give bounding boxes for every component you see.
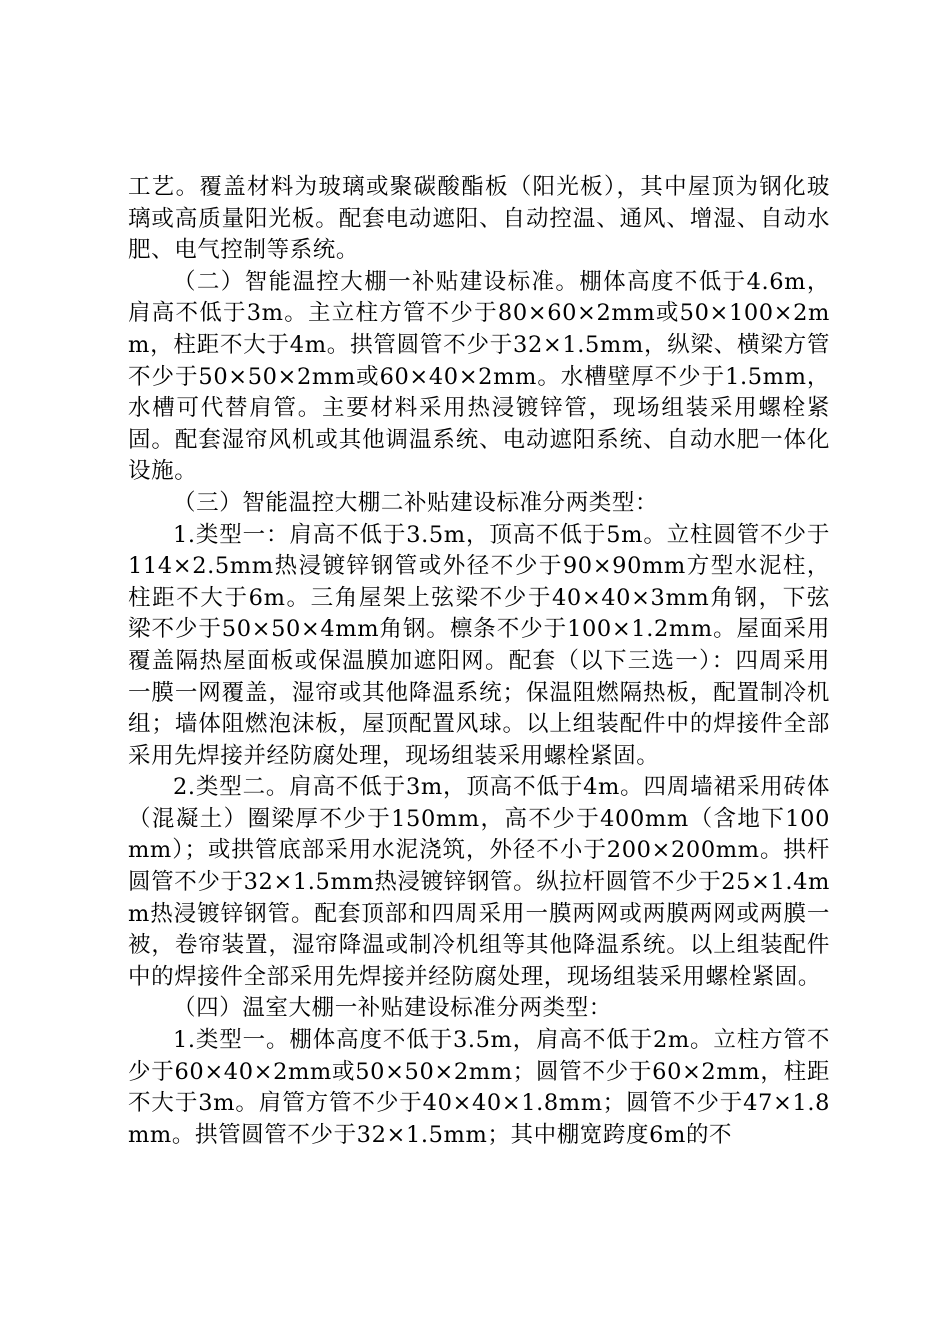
- document-body: [128, 172, 830, 1151]
- paragraph-section-3-type-1: 1.类型一：肩高不低于3.5m，顶高不低于5m。立柱圆管不少于114×2.5mm热浸镀锌钢管或外径不少于90×90mm方型水泥柱，柱距不大于6m。三角屋架上弦梁不少于40×40×3mm角钢，下弦梁不少于50×50×4mm角钢。檩条不少于100×1.2mm。屋面采用覆盖隔热屋面板或保温膜加遮阳网。配套（以下三选一）：四周采用一膜一网覆盖，湿帘或其他降温系统；保温阻燃隔热板，配置制冷机组；墙体阻燃泡沫板，屋顶配置风球。以上组装配件中的焊接件全部采用先焊接并经防腐处理，现场组装采用螺栓紧固。: [128, 521, 830, 769]
- paragraph-section-4-heading: （四）温室大棚一补贴建设标准分两类型：: [173, 995, 612, 1022]
- paragraph-continuation: 工艺。覆盖材料为玻璃或聚碳酸酯板（阳光板），其中屋顶为钢化玻璃或高质量阳光板。配套电动遮阳、自动控温、通风、增湿、自动水肥、电气控制等系统。: [128, 174, 830, 264]
- paragraph-section-4-type-1: 1.类型一。棚体高度不低于3.5m，肩高不低于2m。立柱方管不少于60×40×2mm或50×50×2mm；圆管不少于60×2mm，柱距不大于3m。肩管方管不少于40×40×1.8mm；圆管不少于47×1.8mm。拱管圆管不少于32×1.5mm；其中棚宽跨度6m的不: [128, 1027, 830, 1148]
- paragraph-section-3-type-2: 2.类型二。肩高不低于3m，顶高不低于4m。四周墙裙采用砖体（混凝土）圈梁厚不少于150mm，高不少于400mm（含地下100mm）；或拱管底部采用水泥浇筑，外径不小于200×200mm。拱杆圆管不少于32×1.5mm热浸镀锌钢管。纵拉杆圆管不少于25×1.4mm热浸镀锌钢管。配套顶部和四周采用一膜两网或两膜两网或两膜一被，卷帘装置，湿帘降温或制冷机组等其他降温系统。以上组装配件中的焊接件全部采用先焊接并经防腐处理，现场组装采用螺栓紧固。: [128, 774, 830, 990]
- paragraph-section-3-heading: （三）智能温控大棚二补贴建设标准分两类型：: [173, 489, 659, 516]
- paragraph-section-2: （二）智能温控大棚一补贴建设标准。棚体高度不低于4.6m，肩高不低于3m。主立柱方管不少于80×60×2mm或50×100×2mm，柱距不大于4m。拱管圆管不少于32×1.5mm，纵梁、横梁方管不少于50×50×2mm或60×40×2mm。水槽壁厚不少于1.5mm，水槽可代替肩管。主要材料采用热浸镀锌管，现场组装采用螺栓紧固。配套湿帘风机或其他调温系统、电动遮阳系统、自动水肥一体化设施。: [128, 268, 830, 485]
